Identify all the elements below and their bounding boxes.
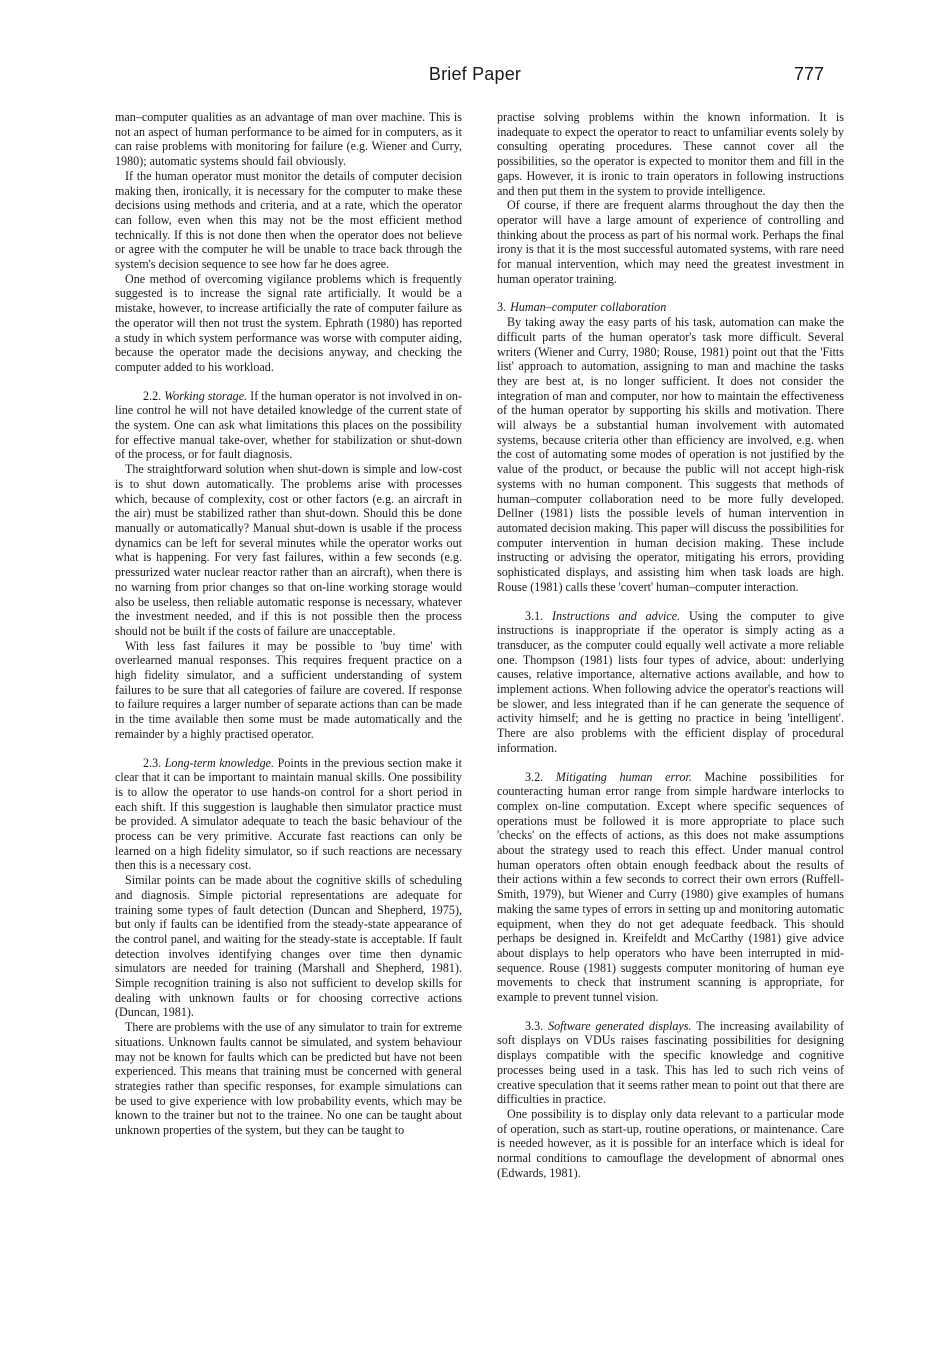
section-number: 3.	[497, 300, 507, 315]
paragraph: practise solving problems within the known information. It is inadequate to expect the operator to react to unfamiliar events solely by consulting operating procedures. These cannot cover all the possibilities, so the operator is expected to monitor them and fill in the gaps. However, it is ironic to train operators in following instructions and then put them in the system to provide intelligence.	[497, 110, 844, 198]
right-column	[497, 110, 844, 1181]
paragraph-text: The increasing availability of soft displays on VDUs raises fascinating possibilities for designing displays compatible with the specific knowledge and cognitive processes being used in a task. This has led to such rich veins of creative speculation that it seems rather mean to point out that there are difficulties in practice.	[497, 1018, 844, 1107]
section-number: 3.2.	[525, 769, 544, 784]
paragraph: There are problems with the use of any simulator to train for extreme situations. Unknown faults cannot be simulated, and system behaviour may not be known for faults which can be predicted but have not been experienced. This means that training must be concerned with general strategies rather than specific responses, for example simulations can be used to give experience with low probability events, which may be known to the trainer but not to the trainee. No one can be taught about unknown properties of the system, but they can be taught to	[115, 1020, 462, 1138]
section-title: Working storage.	[164, 388, 248, 403]
section-number: 3.1.	[525, 608, 544, 623]
paragraph-text: Points in the previous section make it clear that it can be important to maintain manual skills. One possibility is to allow the operator to use hands-on control for a short period in each shift. If this suggestion is laughable then simulator practice must be provided. A simulator adequate to teach the basic behaviour of the process can be very primitive. Accurate fast reactions can only be learned on a high fidelity simulator, so if such reactions are necessary then this is a necessary cost.	[115, 755, 463, 873]
section-number: 2.2.	[143, 388, 162, 403]
paragraph-text: If the human operator is not involved in on-line control he will not have detailed knowledge of the current state of the system. One can ask what limitations this places on the possibility for effective manual take-over, whether for stabilization or shut-down of the process, or for fault diagnosis.	[115, 388, 463, 462]
section-title: Instructions and advice.	[551, 608, 681, 623]
paragraph: Of course, if there are frequent alarms throughout the day then the operator will have a large amount of experience of controlling and thinking about the process as part of his normal work. Perhaps the final irony is that it is the most successful automated systems, with rare need for manual intervention, which may need the greatest investment in human operator training.	[497, 198, 844, 286]
paragraph: If the human operator must monitor the details of computer decision making then, ironically, it is necessary for the computer to make these decisions using methods and criteria, and at a rate, which the operator can follow, even when this may not be the most efficient method technically. If this is not done then when the operator does not believe or agree with the computer he will be unable to trace back through the system's decision sequence to see how far he does agree.	[115, 168, 462, 272]
section-title: Software generated displays.	[548, 1018, 692, 1033]
section-title: Mitigating human error.	[555, 769, 692, 784]
paragraph: man–computer qualities as an advantage of man over machine. This is not an aspect of human performance to be aimed for in computers, as it can raise problems with monitoring for failure (e.g. Wiener and Curry, 1980); automatic systems should fail obviously.	[115, 110, 462, 169]
section-3-heading	[497, 300, 844, 315]
section-3-3-paragraph	[497, 1019, 844, 1107]
paragraph: The straightforward solution when shut-down is simple and low-cost is to shut down automatically. The problems arise with processes which, because of complexity, cost or other factors (e.g. an aircraft in the air) must be stabilized rather than shut-down. Should this be done manually or automatically? Manual shut-down is usable if the process dynamics can be left for several minutes while the operator works out what is happening. For very fast failures, within a few seconds (e.g. pressurized water nuclear reactor rather than an aircraft), when there is no warning from prior changes so that on-line working storage would also be useless, then reliable automatic response is necessary, whatever the investment needed, and if this is not possible then the process should not be built if the costs of failure are unacceptable.	[115, 462, 462, 638]
left-column	[115, 110, 462, 1138]
running-header: Brief Paper	[428, 64, 522, 84]
page-number: 777	[793, 64, 824, 84]
paragraph: One possibility is to display only data relevant to a particular mode of operation, such as start-up, routine operations, or maintenance. Care is needed however, as it is possible for an interface which is ideal for normal conditions to camouflage the development of abnormal ones (Edwards, 1981).	[497, 1107, 844, 1180]
section-3-2-paragraph	[497, 770, 844, 1005]
section-number: 3.3.	[525, 1018, 544, 1033]
paragraph-text: Using the computer to give instructions is inappropriate if the operator is simply acting as a transducer, as the computer could equally well activate a more reliable one. Thompson (1981) lists four types of advice, about: underlying causes, relative importance, alternative actions available, and how to implement actions. When following advice the operator's reactions will be slower, and less integrated than if he can generate the sequence of activity himself; and he is getting no practice in being 'intelligent'. There are also problems with the efficient display of procedural information.	[497, 608, 844, 755]
paragraph: One method of overcoming vigilance problems which is frequently suggested is to increase the signal rate artificially. It would be a mistake, however, to increase artificially the rate of computer failure as the operator will then not trust the system. Ephrath (1980) has reported a study in which system performance was worse with computer aiding, because the operator made the decisions anyway, and checking the computer added to his workload.	[115, 271, 462, 374]
paragraph: Similar points can be made about the cognitive skills of scheduling and diagnosis. Simple pictorial representations are adequate for training some types of fault detection (Duncan and Shepherd, 1975), but only if faults can be identified from the steady-state appearance of the control panel, and waiting for the steady-state is acceptable. If fault detection involves identifying changes over time then dynamic simulators are needed for training (Marshall and Shepherd, 1981). Simple recognition training is also not sufficient to develop skills for dealing with unknown faults or for choosing corrective actions (Duncan, 1981).	[115, 873, 462, 1020]
section-number: 2.3.	[143, 755, 162, 770]
section-title: Long-term knowledge.	[164, 755, 275, 770]
section-3-1-paragraph	[497, 609, 844, 756]
section-title: Human–computer collaboration	[510, 300, 667, 315]
section-2-3-paragraph	[115, 756, 462, 874]
section-2-2-paragraph	[115, 389, 462, 463]
paragraph-text: Machine possibilities for counteracting human error range from simple hardware interlocks to complex on-line computation. Except where specific sequences of operations must be followed it is more appropriate to place such 'checks' on the effects of actions, as this does not make assumptions about the strategy used to reach this effect. Under manual control human operators often obtain enough feedback about the results of their actions within a few seconds to correct their own errors (Ruffell-Smith, 1979), but Wiener and Curry (1980) give examples of humans making the same types of errors in setting up and monitoring automatic equipment, when they do not get adequate feedback. This should perhaps be designed in. Kreifeldt and McCarthy (1981) give advice about displays to help operators who have been interrupted in mid-sequence. Rouse (1981) suggests computer monitoring of human eye movements to check that instrument scanning is appropriate, for example to prevent tunnel vision.	[497, 769, 844, 1005]
paragraph: With less fast failures it may be possible to 'buy time' with overlearned manual responses. This requires frequent practice on a high fidelity simulator, and a sufficient understanding of system failures to be sure that all categories of failure are covered. If response to failure requires a larger number of separate actions than can be made in the time available then some must be made automatically and the remainder by a highly practised operator.	[115, 638, 462, 741]
paragraph: By taking away the easy parts of his task, automation can make the difficult parts of the human operator's task more difficult. Several writers (Wiener and Curry, 1980; Rouse, 1981) point out that the 'Fitts list' approach to automation, assigning to man and machine the tasks they are best at, is no longer sufficient. It does not consider the integration of man and computer, nor how to maintain the effectiveness of the human operator by supporting his skills and motivation. There will always be a substantial human involvement with automated systems, because criteria other than efficiency are involved, e.g. when the cost of automating some modes of operation is not justified by the value of the product, or because the public will not accept high-risk systems with no human component. This suggests that methods of human–computer collaboration need to be more fully developed. Dellner (1981) lists the possible levels of human intervention in automated decision making. This paper will discuss the possibilities for computer intervention in human decision making. These include instructing or advising the operator, mitigating his errors, providing sophisticated displays, and assisting him when task loads are high. Rouse (1981) calls these 'covert' human–computer interaction.	[497, 315, 844, 594]
